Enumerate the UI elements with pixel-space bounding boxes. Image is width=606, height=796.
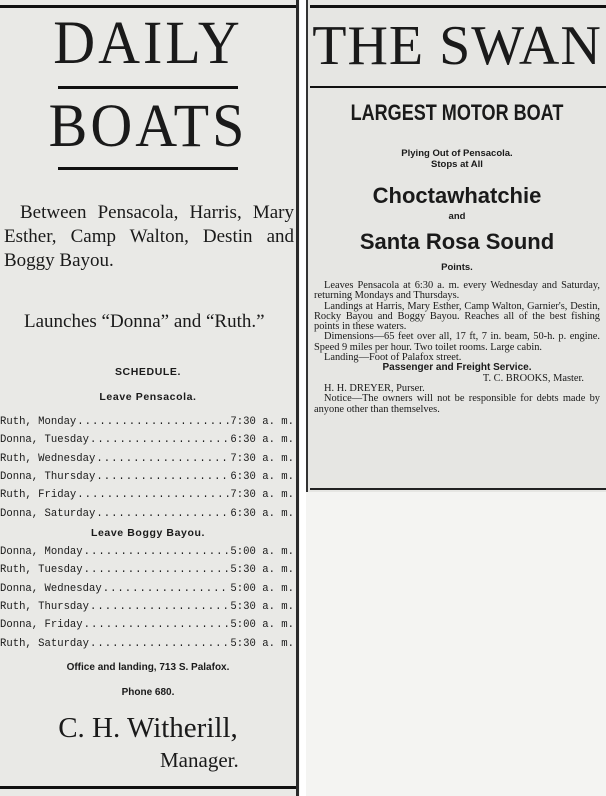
points-word: Points. [441, 262, 473, 273]
schedule-time: 5:00 a. m. [230, 582, 294, 595]
leader-dots [96, 508, 229, 520]
ad-title-boats: BOATS [48, 91, 248, 160]
route-description: Between Pensacola, Harris, Mary Esther, Camp Walton, Destin and Boggy Bayou. [4, 202, 294, 271]
schedule-time: 6:30 a. m. [230, 471, 294, 484]
landing-paragraph: Landing—Foot of Palafox street. [324, 352, 462, 364]
schedule-time: 5:30 a. m. [230, 601, 294, 614]
schedule-time: 6:30 a. m. [230, 507, 294, 520]
swan-top-rule [310, 5, 606, 8]
manager-name: C. H. Witherill, [58, 712, 238, 744]
schedule-row [0, 431, 294, 449]
swan-ad [306, 0, 606, 492]
launches-line: Launches “Donna” and “Ruth.” [24, 311, 265, 332]
schedule-row [0, 450, 294, 468]
schedule-boat-day: Ruth, Wednesday [0, 452, 96, 465]
swan-title-rule [310, 86, 606, 88]
leader-dots [96, 453, 229, 465]
leave-pensacola-heading: Leave Pensacola. [99, 391, 197, 403]
schedule-boat-day: Donna, Wednesday [0, 582, 102, 595]
boggy-schedule [0, 543, 294, 653]
title-rule-1 [58, 86, 238, 89]
leader-dots [84, 564, 230, 576]
and-word: and [448, 211, 466, 222]
schedule-row [0, 504, 294, 522]
leader-dots [77, 489, 229, 501]
leader-dots [90, 434, 229, 446]
schedule-row [0, 561, 294, 579]
schedule-heading: SCHEDULE. [114, 366, 182, 378]
swan-body [314, 281, 600, 415]
notice-paragraph: Notice—The owners will not be responsible for debts made by anyone other than themselves. [314, 393, 600, 415]
schedule-time: 7:30 a. m. [230, 452, 294, 465]
dimensions-paragraph: Dimensions—65 feet over all, 17 ft, 7 in. beam, 50-h. p. engine. Speed 9 miles per hour. Two toilet rooms. Large cabin. [314, 331, 600, 353]
schedule-row [0, 486, 294, 504]
schedule-boat-day: Donna, Tuesday [0, 434, 90, 447]
purser-line: H. H. DREYER, Purser. [324, 382, 425, 394]
schedule-boat-day: Donna, Monday [0, 546, 83, 559]
schedule-boat-day: Ruth, Friday [0, 489, 77, 502]
leader-dots [90, 601, 229, 613]
office-address: Office and landing, 713 S. Palafox. [66, 662, 230, 673]
schedule-boat-day: Ruth, Monday [0, 416, 77, 429]
schedule-boat-day: Ruth, Saturday [0, 637, 90, 650]
phone-number: Phone 680. [121, 687, 175, 698]
schedule-time: 5:00 a. m. [230, 546, 294, 559]
leader-dots [84, 619, 230, 631]
schedule-boat-day: Donna, Friday [0, 619, 83, 632]
leave-boggy-heading: Leave Boggy Bayou. [90, 527, 206, 539]
schedule-boat-day: Donna, Thursday [0, 471, 96, 484]
title-rule-2 [58, 167, 238, 170]
bottom-rule [0, 786, 296, 789]
schedule-row [0, 616, 294, 634]
leader-dots [90, 638, 229, 650]
ad-title-daily: DAILY [53, 8, 243, 77]
manager-title: Manager. [160, 748, 239, 772]
landings-paragraph: Landings at Harris, Mary Esther, Camp Walton, Garnier's, Destin, Rocky Bayou and Boggy Bayou. Reaches all of the best fishing points in these waters. [314, 300, 600, 333]
santa-rosa-sound: Santa Rosa Sound [359, 229, 555, 254]
schedule-row [0, 468, 294, 486]
plying-line-1: Plying Out of Pensacola. [401, 148, 513, 159]
plying-line-2: Stops at All [431, 159, 483, 170]
leader-dots [103, 583, 230, 595]
leader-dots [84, 546, 230, 558]
schedule-time: 7:30 a. m. [230, 416, 294, 429]
master-line: T. C. BROOKS, Master. [482, 372, 584, 384]
leader-dots [96, 471, 229, 483]
schedule-row [0, 543, 294, 561]
leader-dots [77, 416, 229, 428]
swan-bottom-rule [310, 488, 606, 490]
schedule-boat-day: Ruth, Tuesday [0, 564, 83, 577]
departure-paragraph: Leaves Pensacola at 6:30 a. m. every Wednesday and Saturday, returning Mondays and Thursdays. [314, 280, 600, 302]
schedule-boat-day: Donna, Saturday [0, 507, 96, 520]
schedule-row [0, 634, 294, 652]
daily-boats-ad [0, 0, 299, 796]
plying-text [310, 148, 604, 170]
schedule-time: 5:30 a. m. [230, 637, 294, 650]
schedule-time: 6:30 a. m. [230, 434, 294, 447]
swan-title: THE SWAN [312, 15, 602, 77]
schedule-row [0, 580, 294, 598]
choctawhatchie: Choctawhatchie [372, 183, 542, 208]
schedule-row [0, 598, 294, 616]
schedule-row [0, 413, 294, 431]
service-line: Passenger and Freight Service. [382, 362, 532, 374]
schedule-time: 5:30 a. m. [230, 564, 294, 577]
pensacola-schedule [0, 413, 294, 523]
schedule-boat-day: Ruth, Thursday [0, 601, 90, 614]
largest-motor-boat: LARGEST MOTOR BOAT [350, 100, 564, 125]
schedule-time: 7:30 a. m. [230, 489, 294, 502]
schedule-time: 5:00 a. m. [230, 619, 294, 632]
